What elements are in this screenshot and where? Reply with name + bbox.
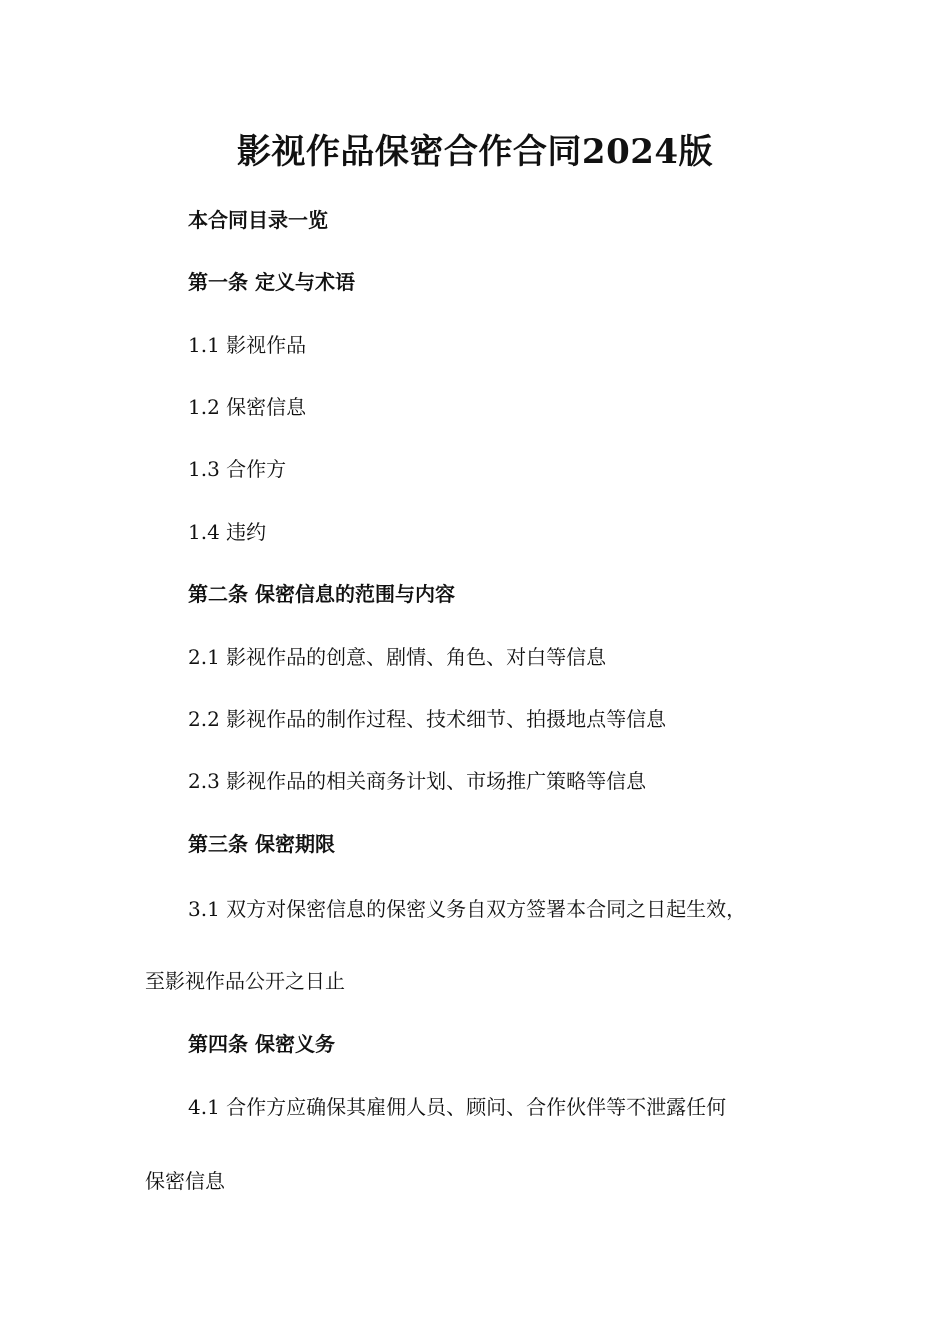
clause-4-1-continuation: 保密信息: [145, 1169, 225, 1193]
clause-4-1: 4.1 合作方应确保其雇佣人员、顾问、合作伙伴等不泄露任何: [188, 1095, 727, 1119]
toc-heading: 本合同目录一览: [188, 208, 328, 232]
document-title: 影视作品保密合作合同2024版: [236, 132, 714, 172]
clause-1-3: 1.3 合作方: [188, 457, 287, 481]
clause-2-1: 2.1 影视作品的创意、剧情、角色、对白等信息: [188, 645, 607, 669]
clause-1-1: 1.1 影视作品: [188, 333, 307, 357]
article-3-heading: 第三条 保密期限: [188, 832, 335, 856]
clause-1-2: 1.2 保密信息: [188, 395, 307, 419]
article-1-heading: 第一条 定义与术语: [188, 270, 355, 294]
article-2-heading: 第二条 保密信息的范围与内容: [188, 582, 455, 606]
clause-3-1-continuation: 至影视作品公开之日止: [145, 969, 345, 993]
article-4-heading: 第四条 保密义务: [188, 1032, 335, 1056]
clause-2-2: 2.2 影视作品的制作过程、技术细节、拍摄地点等信息: [188, 707, 667, 731]
clause-1-4: 1.4 违约: [188, 520, 267, 544]
clause-3-1: 3.1 双方对保密信息的保密义务自双方签署本合同之日起生效，: [188, 897, 747, 921]
clause-2-3: 2.3 影视作品的相关商务计划、市场推广策略等信息: [188, 769, 647, 793]
